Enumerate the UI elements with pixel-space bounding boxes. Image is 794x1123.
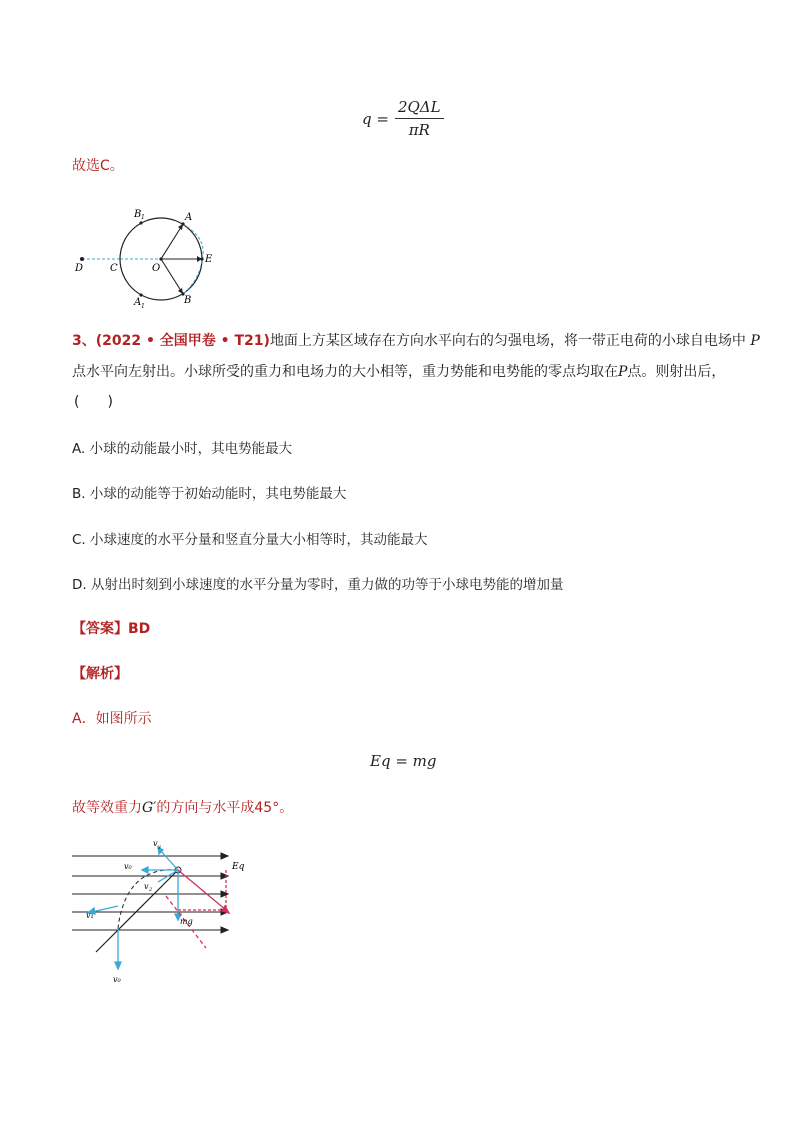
question-var-p2: P bbox=[618, 364, 628, 380]
velocity-vectors bbox=[88, 847, 181, 969]
label-v0: v₀ bbox=[124, 862, 132, 871]
label-c: C bbox=[110, 263, 118, 274]
label-v0-bottom: v₀ bbox=[113, 975, 121, 984]
question-line-2 bbox=[72, 361, 725, 383]
analysis-a: A．如图所示 bbox=[72, 711, 152, 727]
label-v1: v₁ bbox=[86, 911, 94, 920]
formula-q-fraction bbox=[395, 98, 444, 139]
vector-diagram bbox=[66, 836, 266, 986]
formula-q bbox=[362, 98, 444, 139]
label-v-mid: v bbox=[144, 882, 149, 891]
label-vy-sub: y bbox=[158, 844, 161, 850]
point-b1 bbox=[139, 221, 142, 224]
option-c: C. 小球速度的水平分量和竖直分量大小相等时，其动能最大 bbox=[72, 532, 428, 548]
label-vy: v bbox=[153, 839, 158, 848]
circle-diagram bbox=[70, 204, 230, 314]
label-b1: B bbox=[134, 209, 142, 220]
point-e bbox=[200, 257, 203, 260]
analysis-label: 【解析】 bbox=[72, 666, 128, 682]
formula-q-denominator: πR bbox=[408, 121, 430, 139]
answer bbox=[72, 618, 150, 640]
question-number: 3、 bbox=[72, 333, 96, 349]
question-line1-text: 地面上方某区域存在方向水平向右的匀强电场，将一带正电荷的小球自电场中 bbox=[269, 333, 746, 349]
formula-q-lhs: q = bbox=[362, 109, 389, 128]
label-o: O bbox=[152, 263, 161, 274]
label-eq: Eq bbox=[232, 862, 245, 872]
answer-value: BD bbox=[128, 621, 151, 637]
label-a1: A bbox=[134, 297, 142, 308]
label-d: D bbox=[75, 263, 84, 274]
option-b: B. 小球的动能等于初始动能时，其电势能最大 bbox=[72, 486, 347, 502]
label-b1-sub: 1 bbox=[141, 214, 145, 221]
label-a: A bbox=[185, 212, 193, 223]
label-mg: mg bbox=[180, 917, 193, 926]
conclusion-text: 故选C。 bbox=[72, 158, 124, 174]
question-source: (2022 • 全国甲卷 • T21) bbox=[95, 333, 270, 349]
point-o bbox=[159, 257, 162, 260]
label-v-mid-sub: 2 bbox=[149, 887, 153, 893]
point-d bbox=[80, 257, 84, 261]
question-line-1 bbox=[72, 330, 760, 352]
vector-oa bbox=[161, 224, 183, 259]
label-e: E bbox=[205, 254, 213, 265]
equiv-after: 的方向与水平成45°。 bbox=[156, 800, 294, 816]
question-var-p1: P bbox=[750, 333, 760, 349]
equiv-var-g: G′ bbox=[142, 800, 157, 816]
force-vectors bbox=[166, 870, 229, 948]
equiv-before: 故等效重力 bbox=[72, 800, 142, 816]
answer-label: 【答案】 bbox=[72, 621, 128, 637]
option-a: A. 小球的动能最小时，其电势能最大 bbox=[72, 441, 293, 457]
question-line2-end: 点。则射出后， bbox=[627, 364, 726, 380]
question-blank: ( ) bbox=[74, 394, 113, 410]
option-d: D. 从射出时刻到小球速度的水平分量为零时，重力做的功等于小球电势能的增加量 bbox=[72, 577, 564, 593]
formula-eq-mg: Eq = mg bbox=[370, 752, 437, 770]
vector-ob bbox=[161, 259, 183, 294]
label-b: B bbox=[184, 295, 192, 306]
label-a1-sub: 1 bbox=[141, 303, 145, 310]
question-line2-text: 点水平向左射出。小球所受的重力和电场力的大小相等，重力势能和电势能的零点均取在 bbox=[72, 364, 618, 380]
formula-q-numerator: 2QΔL bbox=[395, 98, 444, 119]
equiv-gravity-text bbox=[72, 797, 293, 819]
